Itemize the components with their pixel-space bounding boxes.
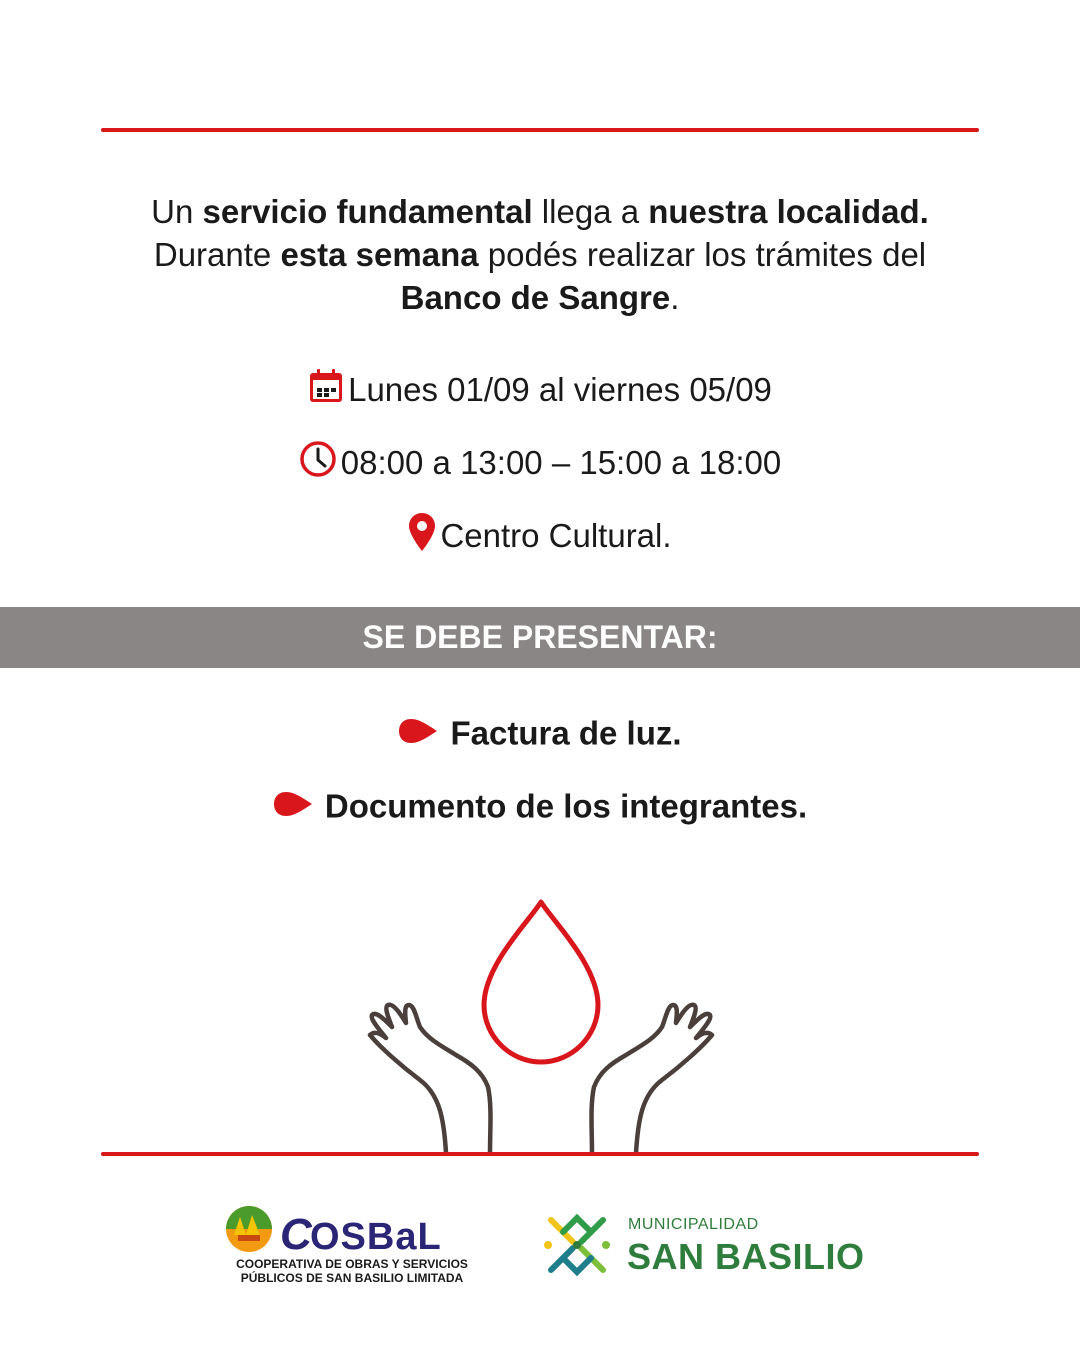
requirement-item: Documento de los integrantes. [0, 785, 1080, 825]
bottom-divider [101, 1152, 979, 1156]
requirements-heading: SE DEBE PRESENTAR: [0, 607, 1080, 668]
cosbal-caption: COOPERATIVA DE OBRAS Y SERVICIOS PÚBLICOS DE SAN BASILIO LIMITADA [236, 1257, 468, 1285]
intro-line-1: Un servicio fundamental llega a nuestra localidad. [151, 193, 929, 230]
date-row [0, 368, 1080, 412]
time-text: 08:00 a 13:00 – 15:00 a 18:00 [340, 444, 782, 481]
drop-bullet-icon [398, 714, 438, 752]
drop-bullet-icon [273, 787, 313, 825]
hands-blood-drop-illustration [360, 895, 720, 1165]
svg-text:OSBaL: OSBaL [310, 1216, 442, 1257]
calendar-icon [308, 368, 344, 412]
requirement-item: Factura de luz. [0, 712, 1080, 752]
municipalidad-label: MUNICIPALIDAD [628, 1216, 759, 1233]
cosbal-emblem-icon [222, 1205, 482, 1257]
place-text: Centro Cultural. [440, 517, 672, 554]
intro-line-2: Durante esta semana podés realizar los trámites del [153, 236, 927, 273]
intro-text [40, 190, 1040, 319]
san-basilio-label: SAN BASILIO [627, 1236, 865, 1277]
intro-line-3: Banco de Sangre. [400, 279, 680, 316]
municipalidad-logo [543, 1212, 883, 1282]
place-row [0, 512, 1080, 560]
municipalidad-emblem-icon [543, 1212, 611, 1278]
cosbal-logo [222, 1205, 482, 1295]
map-pin-icon [408, 512, 436, 560]
date-text: Lunes 01/09 al viernes 05/09 [348, 371, 772, 408]
top-divider [101, 128, 979, 132]
time-row [0, 440, 1080, 486]
clock-icon [299, 440, 337, 486]
svg-text:C: C [280, 1210, 312, 1257]
